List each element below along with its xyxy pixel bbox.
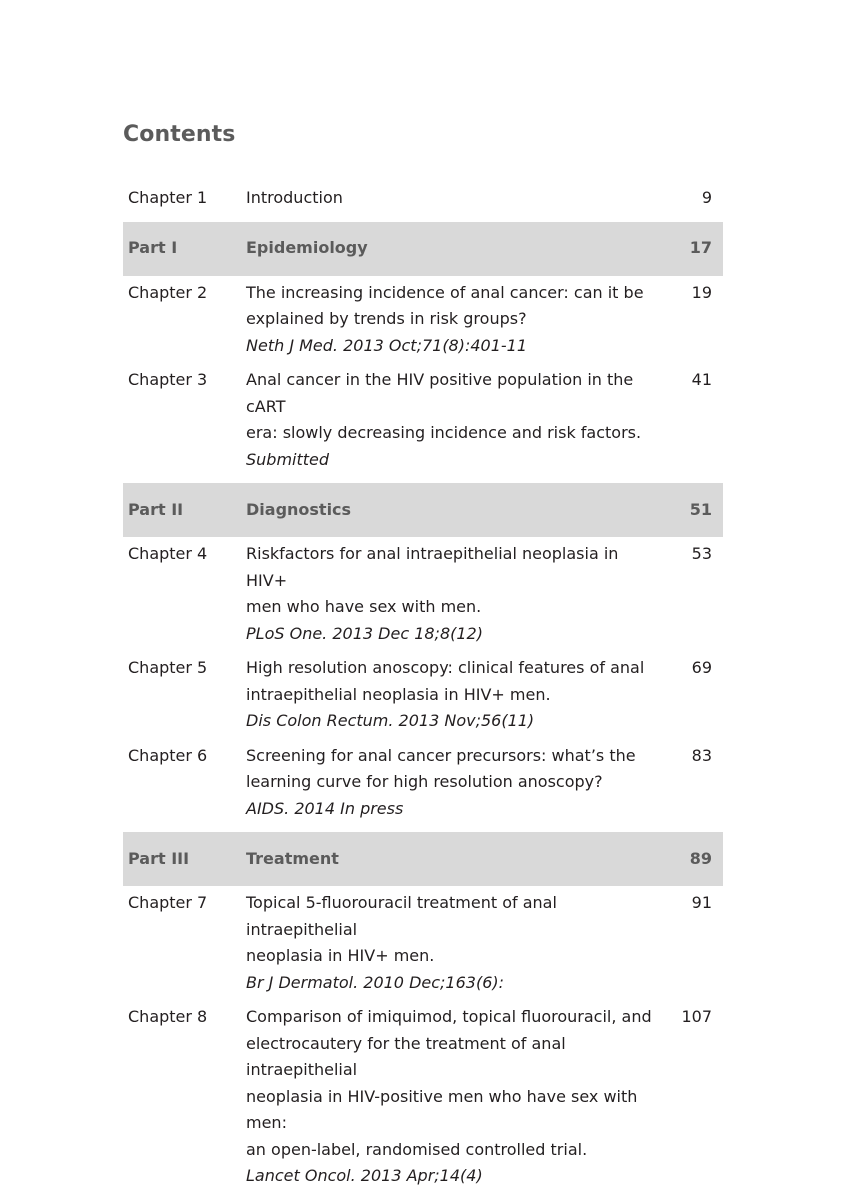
title-line: explained by trends in risk groups? (246, 309, 527, 328)
chapter-label: Chapter 4 (128, 544, 208, 563)
page-number: 51 (689, 499, 712, 519)
toc-chapter-row (123, 184, 723, 219)
title-line: Anal cancer in the HIV positive population in the cART (246, 370, 634, 416)
part-title (246, 497, 660, 524)
chapter-label: Chapter 2 (128, 282, 208, 302)
citation: Dis Colon Rectum. 2013 Nov;56(11) (246, 711, 535, 730)
page-number: 53 (691, 544, 712, 563)
chapter-title (246, 743, 660, 823)
part-label: Part II (128, 499, 184, 519)
table-of-contents (123, 184, 723, 1197)
title-line: The increasing incidence of anal cancer: can it be (246, 282, 644, 302)
toc-chapter-row (123, 889, 723, 1003)
page-number: 83 (691, 745, 712, 765)
title-line: neoplasia in HIV+ men. (246, 946, 435, 965)
page-number: 107 (681, 1007, 712, 1026)
title-line: Diagnostics (246, 499, 352, 519)
part-title (246, 846, 660, 873)
title-line: men who have sex with men. (246, 597, 482, 616)
title-line: neoplasia in HIV-positive men who have sex with men: (246, 1086, 638, 1132)
chapter-label: Chapter 3 (128, 370, 208, 389)
page-number: 41 (691, 370, 712, 389)
chapter-label: Chapter 7 (128, 893, 208, 912)
title-line: Comparison of imiquimod, topical fluorouracil, and (246, 1007, 652, 1026)
citation: Neth J Med. 2013 Oct;71(8):401-11 (246, 335, 528, 355)
title-line: learning curve for high resolution anoscopy? (246, 772, 603, 791)
title-line: an open-label, randomised controlled trial. (246, 1139, 588, 1159)
title-line: era: slowly decreasing incidence and risk factors. (246, 423, 642, 442)
toc-part-row (123, 483, 723, 537)
chapter-label: Chapter 6 (128, 745, 208, 765)
title-line: Epidemiology (246, 238, 368, 258)
toc-part-row (123, 832, 723, 886)
part-label: Part I (128, 238, 178, 258)
citation: Lancet Oncol. 2013 Apr;14(4) (246, 1166, 483, 1185)
title-line: Introduction (246, 188, 343, 207)
page-number: 69 (691, 658, 712, 677)
citation: AIDS. 2014 In press (246, 798, 404, 818)
page-number: 19 (691, 282, 712, 302)
title-line: Screening for anal cancer precursors: what’s the (246, 745, 636, 765)
page-number: 9 (701, 188, 712, 207)
toc-chapter-row (123, 279, 723, 367)
chapter-title (246, 1004, 660, 1190)
title-line: Riskfactors for anal intraepithelial neoplasia in HIV+ (246, 544, 619, 590)
citation: PLoS One. 2013 Dec 18;8(12) (246, 623, 483, 643)
page-number: 91 (691, 893, 712, 912)
toc-chapter-row (123, 654, 723, 742)
chapter-label: Chapter 1 (128, 188, 208, 207)
toc-part-row (123, 222, 723, 276)
chapter-label: Chapter 8 (128, 1007, 208, 1026)
page-number: 89 (689, 848, 712, 868)
citation: Submitted (246, 449, 330, 469)
page-title: Contents (123, 122, 236, 147)
toc-chapter-row (123, 540, 723, 654)
toc-chapter-row (123, 1003, 723, 1197)
toc-chapter-row (123, 742, 723, 830)
part-label: Part III (128, 848, 190, 868)
part-title (246, 235, 660, 262)
chapter-label: Chapter 5 (128, 658, 208, 677)
title-line: Topical 5-fluorouracil treatment of anal intraepithelial (246, 893, 557, 939)
chapter-title (246, 541, 660, 647)
chapter-title (246, 655, 660, 735)
title-line: High resolution anoscopy: clinical features of anal (246, 658, 645, 677)
chapter-title (246, 280, 660, 360)
title-line: intraepithelial neoplasia in HIV+ men. (246, 684, 551, 704)
chapter-title (246, 185, 660, 212)
title-line: electrocautery for the treatment of anal intraepithelial (246, 1033, 566, 1079)
toc-chapter-row (123, 366, 723, 480)
chapter-title (246, 890, 660, 996)
citation: Br J Dermatol. 2010 Dec;163(6): (246, 972, 505, 992)
title-line: Treatment (246, 848, 339, 868)
page-number: 17 (689, 238, 712, 258)
chapter-title (246, 367, 660, 473)
